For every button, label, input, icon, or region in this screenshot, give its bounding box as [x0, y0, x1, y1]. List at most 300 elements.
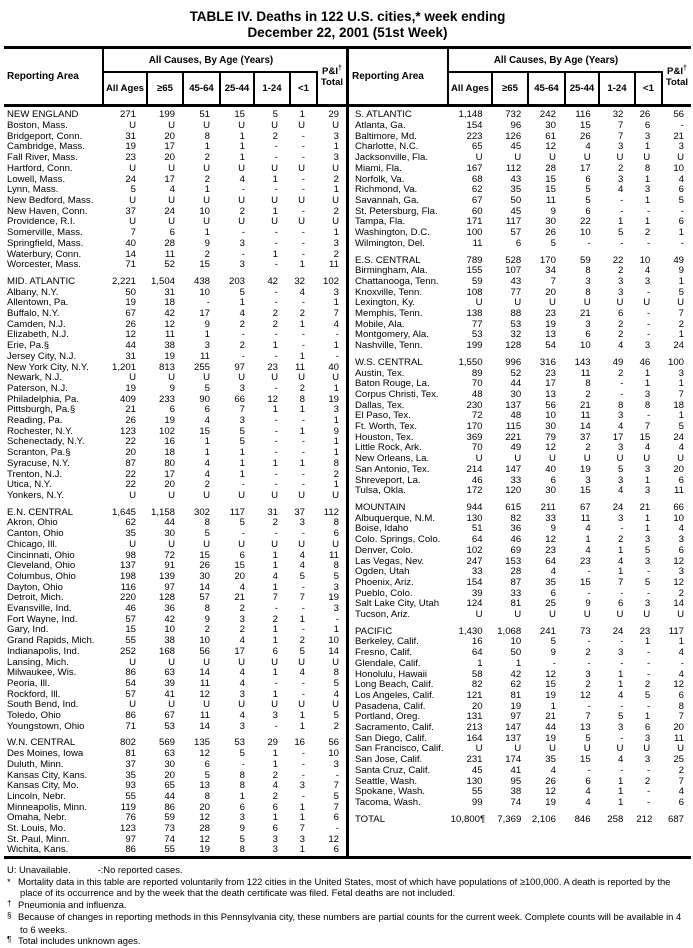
value-cell: 23 — [545, 308, 556, 320]
value-cell: 1 — [272, 404, 278, 416]
value-cell: 2 — [299, 308, 305, 320]
value-cell: U — [168, 162, 175, 174]
value-cell: 17 — [164, 141, 175, 153]
value-cell: U — [238, 195, 245, 206]
value-cell: 15 — [545, 173, 556, 185]
value-cell: 3 — [272, 844, 278, 856]
value-cell: 59 — [471, 275, 483, 287]
value-cell: 4 — [585, 544, 591, 556]
value-cell: U — [677, 152, 684, 164]
value-cell: 1 — [272, 748, 278, 760]
value-cell: 7 — [644, 421, 651, 433]
value-cell: 73 — [164, 823, 175, 835]
value-cell: 19 — [164, 350, 175, 362]
reporting-area-cell: Richmond, Va. — [355, 184, 418, 196]
value-cell: 18 — [673, 399, 684, 411]
value-cell: U — [616, 743, 624, 755]
value-cell: 28 — [545, 162, 556, 174]
value-cell: 8 — [678, 700, 684, 712]
value-cell: 48 — [510, 410, 522, 422]
value-cell: 1 — [239, 152, 245, 164]
value-cell: 12 — [579, 689, 591, 701]
value-cell: - — [680, 205, 684, 217]
value-cell: U — [129, 489, 136, 501]
value-cell: 15 — [199, 259, 210, 271]
value-cell: U — [129, 120, 136, 132]
pi-label: P&I† — [667, 65, 687, 78]
value-cell: 1 — [644, 523, 651, 535]
value-cell: 1 — [272, 340, 278, 352]
value-cell: 5 — [130, 184, 136, 196]
footnote-unknown-ages — [7, 935, 687, 948]
reporting-area-cell: TOTAL — [355, 813, 386, 825]
value-cell: 1 — [272, 667, 278, 679]
value-cell: U — [271, 699, 278, 711]
value-cell: 52 — [164, 259, 175, 271]
reporting-area-cell: Jersey City, N.J. — [7, 350, 77, 362]
value-cell: 15 — [545, 679, 556, 691]
value-cell: 97 — [234, 361, 245, 373]
value-cell: 11 — [165, 329, 175, 341]
value-cell: 3 — [239, 415, 245, 427]
value-cell: - — [587, 566, 591, 578]
value-cell: 8 — [333, 560, 339, 572]
value-cell: 67 — [579, 501, 591, 513]
footnote-text: Total includes unknown ages. — [18, 935, 141, 947]
value-cell: 1 — [333, 297, 339, 309]
value-cell: 126 — [505, 130, 522, 142]
reporting-area-cell: Utica, N.Y. — [7, 479, 52, 491]
table-body — [4, 107, 691, 856]
value-cell: 11 — [200, 710, 210, 722]
value-cell: 54 — [125, 677, 136, 689]
value-cell: 128 — [505, 340, 522, 352]
reporting-area-cell: Fort Wayne, Ind. — [7, 613, 78, 625]
value-cell: 3 — [644, 130, 651, 142]
reporting-area-cell: Las Vegas, Nev. — [355, 555, 425, 567]
value-cell: 54 — [545, 340, 556, 352]
value-cell: U — [298, 195, 305, 206]
value-cell: 3 — [618, 512, 624, 524]
reporting-area-cell: Minneapolis, Minn. — [7, 801, 87, 813]
value-cell: 5 — [618, 227, 624, 239]
value-cell: 247 — [466, 555, 483, 567]
reporting-area-cell: Baton Rouge, La. — [355, 378, 430, 390]
age-group-title: All Causes, By Age (Years) — [449, 49, 663, 73]
reporting-area-cell: Des Moines, Iowa — [7, 748, 84, 760]
value-cell: 72 — [164, 549, 175, 561]
reporting-area-cell: Hartford, Conn. — [7, 162, 73, 174]
value-cell: - — [301, 479, 305, 491]
value-cell: - — [620, 657, 624, 669]
value-cell: 6 — [585, 775, 591, 787]
value-cell: - — [647, 700, 651, 712]
value-cell: 9 — [550, 205, 556, 217]
value-cell: 30 — [545, 216, 556, 228]
value-cell: 135 — [193, 737, 210, 749]
value-cell: 3 — [239, 812, 245, 824]
value-cell: U — [332, 195, 339, 206]
value-cell: 1 — [333, 624, 339, 636]
table-row — [4, 845, 346, 856]
reporting-area-cell: Berkeley, Calif. — [355, 636, 419, 648]
reporting-area-cell: Waterbury, Conn. — [7, 248, 82, 260]
reporting-area-cell: Allentown, Pa. — [7, 297, 69, 309]
value-cell: 8 — [204, 130, 210, 142]
value-cell: 220 — [119, 592, 136, 604]
reporting-area-cell: Albany, N.Y. — [7, 286, 59, 298]
value-cell: 53 — [234, 737, 245, 749]
col-header-1-24: 1-24 — [255, 73, 291, 104]
value-cell: U — [129, 162, 136, 174]
value-cell: 170 — [539, 254, 556, 266]
value-cell: 81 — [125, 748, 136, 760]
value-cell: 7,369 — [497, 813, 522, 825]
value-cell: 137 — [505, 399, 522, 411]
value-cell: 213 — [466, 722, 483, 734]
value-cell: U — [271, 216, 278, 228]
value-cell: 16 — [471, 636, 483, 648]
value-cell: U — [514, 297, 522, 309]
value-cell: 8 — [644, 399, 651, 411]
value-cell: 102 — [322, 275, 339, 287]
value-cell: 1 — [204, 141, 210, 153]
reporting-area-cell: Paterson, N.J. — [7, 382, 68, 394]
table-row — [4, 491, 346, 502]
reporting-area-cell: Baltimore, Md. — [355, 130, 417, 142]
reporting-area-cell: Sacramento, Calif. — [355, 722, 434, 734]
value-cell: - — [274, 237, 278, 249]
value-cell: 23 — [639, 625, 651, 637]
value-cell: 12 — [267, 393, 278, 405]
reporting-area-cell: Toledo, Ohio — [7, 710, 61, 722]
value-cell: 409 — [119, 393, 136, 405]
value-cell: 1,068 — [497, 625, 522, 637]
value-cell: 147 — [505, 463, 522, 475]
reporting-area-cell: Savannah, Ga. — [355, 195, 420, 206]
value-cell: 1 — [550, 700, 556, 712]
value-cell: 57 — [199, 592, 210, 604]
value-cell: 14 — [125, 248, 136, 260]
col-header-ge65: ≥65 — [148, 73, 184, 104]
reporting-area-cell: Birmingham, Ala. — [355, 265, 428, 277]
value-cell: - — [274, 425, 278, 437]
value-cell: 3 — [239, 613, 245, 625]
value-cell: 20 — [234, 570, 245, 582]
value-cell: - — [335, 350, 339, 362]
value-cell: 44 — [164, 517, 175, 529]
value-cell: 4 — [585, 796, 591, 808]
value-cell: - — [301, 688, 305, 700]
value-cell: 231 — [466, 754, 483, 766]
value-cell: 8 — [585, 265, 591, 277]
reporting-area-cell: Lynn, Mass. — [7, 184, 59, 196]
value-cell: U — [238, 538, 245, 550]
value-cell: 7 — [678, 775, 684, 787]
value-cell: 4 — [585, 141, 591, 153]
value-cell: 8 — [644, 162, 651, 174]
value-cell: 38 — [164, 635, 175, 647]
value-cell: 3 — [239, 382, 245, 394]
value-cell: U — [643, 743, 651, 755]
value-cell: 95 — [510, 775, 522, 787]
value-cell: 1 — [644, 474, 651, 486]
footnote-marker: § — [7, 911, 12, 921]
value-cell: 1 — [204, 447, 210, 459]
value-cell: 37 — [125, 758, 136, 770]
value-cell: 20 — [673, 722, 684, 734]
value-cell: 20 — [164, 152, 175, 164]
value-cell: 87 — [125, 457, 136, 469]
value-cell: U — [271, 120, 278, 132]
value-cell: U — [475, 743, 483, 755]
value-cell: 6 — [550, 587, 556, 599]
value-cell: U — [298, 699, 305, 711]
value-cell: 33 — [545, 512, 556, 524]
value-cell: 100 — [466, 227, 483, 239]
value-cell: 46 — [639, 356, 651, 368]
value-cell: 8 — [585, 378, 591, 390]
value-cell: 1 — [618, 679, 624, 691]
value-cell: U — [271, 656, 278, 668]
value-cell: 52 — [510, 367, 522, 379]
value-cell: U — [514, 743, 522, 755]
value-cell: - — [647, 668, 651, 680]
reporting-area-cell: New Bedford, Mass. — [7, 195, 94, 206]
value-cell: 33 — [510, 474, 522, 486]
value-cell: 15 — [579, 754, 591, 766]
value-cell: 12 — [545, 141, 556, 153]
value-cell: 1 — [272, 173, 278, 185]
value-cell: 88 — [510, 308, 522, 320]
value-cell: 802 — [119, 737, 136, 749]
value-cell: 58 — [471, 668, 483, 680]
value-cell: - — [301, 141, 305, 153]
value-cell: 168 — [158, 645, 175, 657]
value-cell: 21 — [234, 592, 245, 604]
table-row — [4, 647, 346, 658]
age-column-labels — [449, 73, 663, 104]
value-cell: 6 — [585, 173, 591, 185]
value-cell: 5 — [678, 195, 684, 206]
value-cell: 7 — [299, 823, 305, 835]
value-cell: 2 — [239, 624, 245, 636]
value-cell: 1,645 — [111, 506, 136, 518]
value-cell: 19 — [199, 844, 210, 856]
value-cell: - — [301, 790, 305, 802]
value-cell: 138 — [466, 308, 483, 320]
value-cell: 5 — [333, 790, 339, 802]
value-cell: 2 — [644, 775, 651, 787]
value-cell: 2 — [272, 318, 278, 330]
value-cell: 31 — [164, 286, 175, 298]
value-cell: 5 — [678, 286, 684, 298]
reporting-area-cell: PACIFIC — [355, 625, 393, 637]
reporting-area-cell: Lansing, Mich. — [7, 656, 69, 668]
table-row — [4, 260, 346, 271]
value-cell: 87 — [510, 576, 522, 588]
value-cell: 271 — [119, 109, 136, 121]
value-cell: 5 — [239, 425, 245, 437]
value-cell: 3 — [333, 758, 339, 770]
reporting-area-cell: El Paso, Tex. — [355, 410, 411, 422]
value-cell: 214 — [466, 463, 483, 475]
value-cell: 4 — [204, 415, 210, 427]
value-cell: 41 — [510, 764, 522, 776]
table-row — [4, 615, 346, 626]
value-cell: 3 — [644, 388, 651, 400]
value-cell: 2 — [644, 227, 651, 239]
value-cell: 1 — [678, 227, 684, 239]
value-cell: 20 — [164, 769, 175, 781]
reporting-area-cell: Cambridge, Mass. — [7, 141, 85, 153]
value-cell: 35 — [125, 769, 136, 781]
value-cell: 119 — [120, 801, 136, 813]
table-row — [4, 722, 346, 733]
value-cell: 56 — [673, 109, 684, 121]
value-cell: - — [301, 758, 305, 770]
reporting-area-cell: Youngstown, Ohio — [7, 720, 85, 732]
value-cell: 23 — [267, 361, 278, 373]
value-cell: 4 — [678, 786, 684, 798]
value-cell: - — [647, 410, 651, 422]
table-title-line1: TABLE IV. Deaths in 122 U.S. cities,* week ending — [189, 9, 506, 24]
value-cell: 4 — [550, 566, 556, 578]
footnote-partial-counts — [7, 911, 687, 935]
value-cell: 36 — [164, 603, 175, 615]
value-cell: 7 — [130, 227, 136, 239]
value-cell: 41 — [164, 688, 175, 700]
value-cell: 6 — [644, 722, 651, 734]
value-cell: 14 — [199, 667, 210, 679]
value-cell: U — [475, 609, 483, 621]
value-cell: 10 — [579, 340, 591, 352]
col-header-lt1: <1 — [291, 73, 318, 104]
value-cell: 3 — [618, 410, 624, 422]
value-cell: 5 — [644, 576, 651, 588]
value-cell: 55 — [471, 786, 483, 798]
value-cell: 21 — [639, 501, 651, 513]
value-cell: 211 — [540, 501, 556, 513]
value-cell: U — [548, 297, 556, 309]
value-cell: 43 — [510, 173, 522, 185]
value-cell: 1 — [644, 216, 651, 228]
value-cell: 2 — [272, 517, 278, 529]
value-cell: U — [168, 216, 175, 228]
value-cell: 1 — [299, 109, 305, 121]
value-cell: 4 — [678, 668, 684, 680]
value-cell: 1 — [299, 844, 305, 856]
value-cell: 1 — [644, 195, 651, 206]
footnotes — [4, 864, 691, 948]
value-cell: 4 — [585, 523, 591, 535]
value-cell: - — [647, 308, 651, 320]
value-cell: 4 — [585, 786, 591, 798]
value-cell: 7 — [618, 120, 624, 132]
value-cell: 57 — [510, 227, 522, 239]
value-cell: - — [620, 388, 624, 400]
reporting-area-cell: Trenton, N.J. — [7, 468, 63, 480]
value-cell: 61 — [545, 130, 556, 142]
value-cell: 4 — [239, 173, 245, 185]
value-cell: 37 — [579, 431, 591, 443]
value-cell: - — [587, 587, 591, 599]
reporting-area-cell: Corpus Christi, Tex. — [355, 388, 439, 400]
value-cell: 1 — [272, 205, 278, 217]
reporting-area-cell: Providence, R.I. — [7, 216, 76, 228]
col-header-all-ages: All Ages — [449, 73, 493, 104]
value-cell: 7 — [333, 780, 339, 792]
value-cell: 53 — [471, 329, 483, 341]
value-cell: 3 — [585, 275, 591, 287]
value-cell: U — [168, 372, 175, 384]
value-cell: 2 — [618, 534, 624, 546]
reporting-area-cell: Canton, Ohio — [7, 528, 64, 540]
value-cell: 302 — [193, 506, 210, 518]
value-cell: 65 — [164, 780, 175, 792]
value-cell: U — [129, 372, 136, 384]
value-cell: 5 — [299, 570, 305, 582]
value-cell: 82 — [471, 679, 483, 691]
value-cell: 11 — [200, 350, 210, 362]
value-cell: 7 — [333, 308, 339, 320]
value-cell: 112 — [323, 506, 339, 518]
value-cell: 70 — [471, 442, 483, 454]
value-cell: 21 — [579, 399, 591, 411]
value-cell: 11 — [472, 237, 483, 249]
value-cell: 2 — [239, 340, 245, 352]
value-cell: 11 — [674, 732, 684, 744]
value-cell: - — [620, 636, 624, 648]
value-cell: 3 — [644, 598, 651, 610]
value-cell: 15 — [579, 120, 591, 132]
value-cell: 50 — [510, 647, 522, 659]
reporting-area-cell: New Haven, Conn. — [7, 205, 88, 217]
value-cell: 120 — [505, 485, 522, 497]
value-cell: 6 — [678, 796, 684, 808]
value-cell: 98 — [125, 549, 136, 561]
reporting-area-cell: San Diego, Calif. — [355, 732, 427, 744]
value-cell: 5 — [239, 286, 245, 298]
value-cell: 24 — [612, 501, 624, 513]
value-cell: 4 — [678, 523, 684, 535]
reporting-area-cell: Houston, Tex. — [355, 431, 414, 443]
value-cell: 20 — [164, 130, 175, 142]
value-cell: 32 — [510, 329, 522, 341]
value-cell: - — [274, 415, 278, 427]
value-cell: 212 — [636, 813, 653, 825]
value-cell: 19 — [125, 382, 136, 394]
reporting-area-cell: Boston, Mass. — [7, 120, 68, 132]
value-cell: 20 — [164, 479, 175, 491]
value-cell: 3 — [239, 720, 245, 732]
reporting-area-cell: Columbus, Ohio — [7, 570, 76, 582]
value-cell: 687 — [668, 813, 685, 825]
reporting-area-cell: Indianapolis, Ind. — [7, 645, 80, 657]
value-cell: 10 — [510, 636, 522, 648]
value-cell: - — [274, 227, 278, 239]
value-cell: 46 — [510, 534, 522, 546]
value-cell: 4 — [272, 780, 278, 792]
value-cell: 2 — [204, 479, 210, 491]
value-cell: 4 — [618, 421, 624, 433]
value-cell: 55 — [125, 790, 136, 802]
value-cell: 38 — [510, 786, 522, 798]
reporting-area-cell: Seattle, Wash. — [355, 775, 418, 787]
reporting-area-cell: Bridgeport, Conn. — [7, 130, 83, 142]
value-cell: U — [332, 538, 339, 550]
reporting-area-cell: Salt Lake City, Utah — [355, 598, 440, 610]
